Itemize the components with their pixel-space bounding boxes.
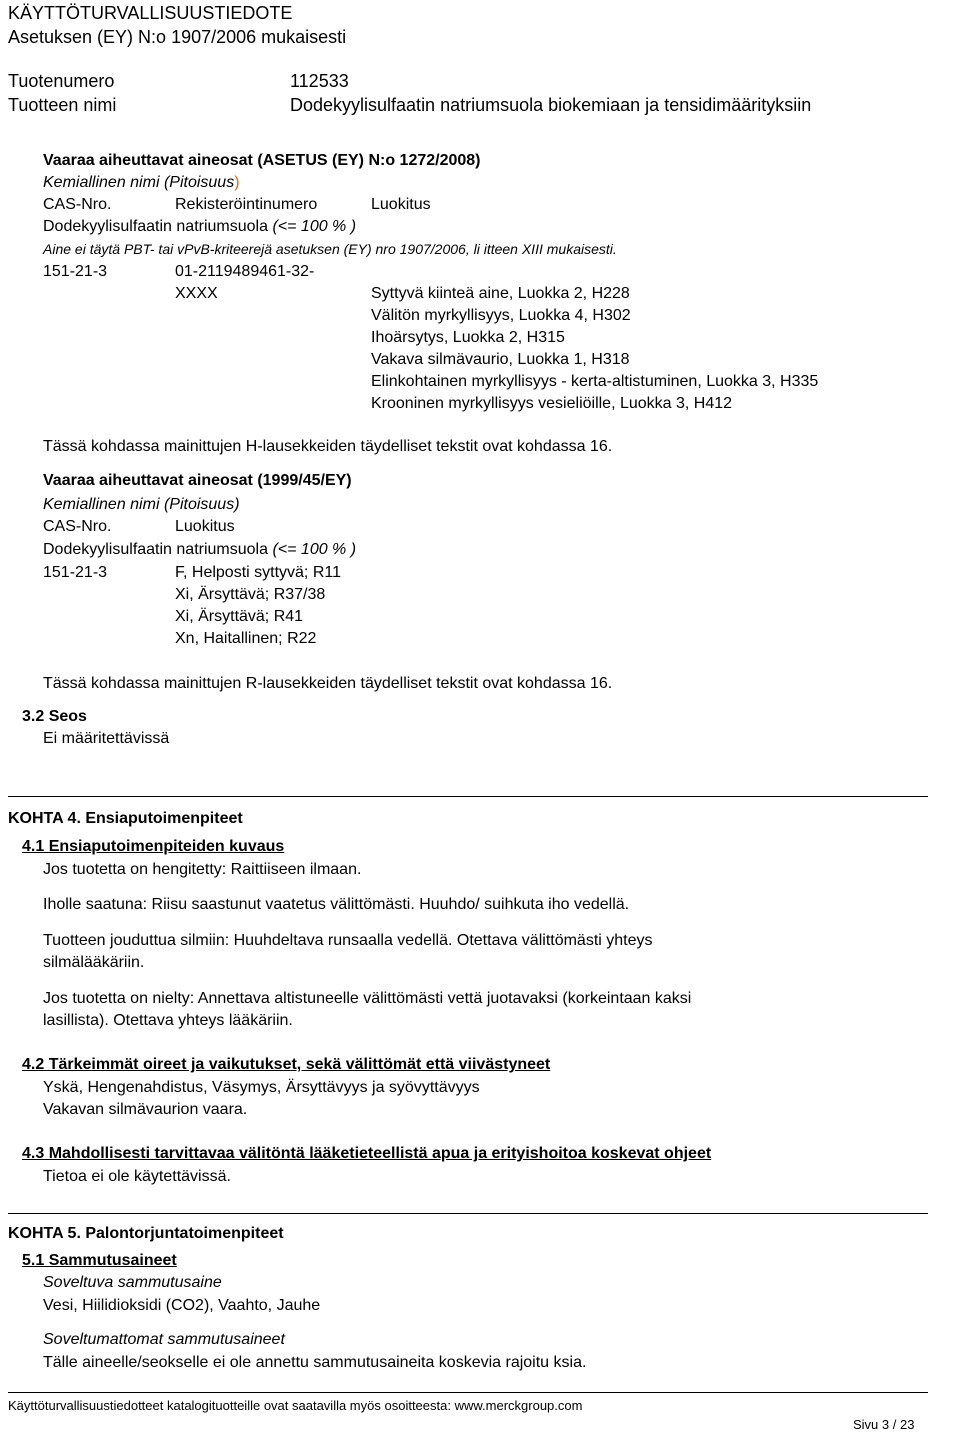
page-number: Sivu 3 / 23 (853, 1417, 915, 1432)
unsuitable-media-text: Tälle aineelle/seokselle ei ole annettu sammutusaineita koskevia rajoitu ksia. (43, 1354, 587, 1371)
document-subtitle: Asetuksen (EY) N:o 1907/2006 mukaisesti (8, 27, 347, 47)
clp-chem-label (43, 174, 240, 192)
dsd-substance-conc: (<= 100 % ) (272, 541, 357, 558)
suitable-media-label: Soveltuva sammutusaine (43, 1274, 222, 1291)
product-name: Dodekyylisulfaatin natriumsuola biokemiaan ja tensidimäärityksiin (290, 95, 812, 115)
clp-reg-number-line1: 01-2119489461-32- (175, 263, 315, 280)
dsd-heading: Vaaraa aiheuttavat aineosat (1999/45/EY) (43, 472, 352, 489)
clp-col-cas: CAS-Nro. (43, 196, 112, 213)
first-aid-line: Jos tuotetta on nielty: Annettava altistuneelle välittömästi vettä juotavaksi (korkeintaan kaksi (43, 990, 692, 1007)
clp-class-item: Ihoärsytys, Luokka 2, H315 (371, 329, 565, 346)
footer-divider (8, 1392, 928, 1393)
first-aid-line: silmälääkäriin. (43, 954, 145, 971)
product-number: 112533 (290, 71, 349, 91)
clp-heading: Vaaraa aiheuttavat aineosat (ASETUS (EY) N:o 1272/2008) (43, 152, 481, 169)
dsd-class-item: F, Helposti syttyvä; R11 (175, 564, 341, 581)
first-aid-line: lasillista). Otettava yhteys lääkäriin. (43, 1012, 293, 1029)
mixture-heading: 3.2 Seos (22, 708, 87, 725)
clp-substance-name: Dodekyylisulfaatin natriumsuola (43, 218, 268, 235)
dsd-cas: 151-21-3 (43, 564, 108, 581)
document-title: KÄYTTÖTURVALLISUUSTIEDOTE (8, 3, 293, 23)
dsd-class-item: Xi, Ärsyttävä; R37/38 (175, 586, 326, 603)
dsd-substance (43, 541, 356, 559)
clp-substance-conc: (<= 100 % ) (272, 218, 357, 235)
dsd-chem-label: Kemiallinen nimi (Pitoisuus) (43, 496, 240, 513)
dsd-substance-name: Dodekyylisulfaatin natriumsuola (43, 541, 268, 558)
unsuitable-media-label: Soveltumattomat sammutusaineet (43, 1331, 285, 1348)
section43-heading: 4.3 Mahdollisesti tarvittavaa välitöntä lääketieteellistä apua ja erityishoitoa koskevat ohjeet (22, 1145, 712, 1162)
product-name-label: Tuotteen nimi (8, 95, 117, 115)
section-divider (8, 796, 928, 797)
clp-cas: 151-21-3 (43, 263, 108, 280)
clp-substance (43, 218, 356, 236)
mixture-text: Ei määritettävissä (43, 730, 170, 747)
dsd-col-cas: CAS-Nro. (43, 518, 112, 535)
first-aid-line: Iholle saatuna: Riisu saastunut vaatetus välittömästi. Huuhdo/ suihkuta iho vedellä. (43, 896, 630, 913)
dsd-class-item: Xi, Ärsyttävä; R41 (175, 608, 304, 625)
dsd-class-item: Xn, Haitallinen; R22 (175, 630, 317, 647)
section-divider (8, 1213, 928, 1214)
footer-note: Käyttöturvallisuustiedotteet katalogituotteille ovat saatavilla myös osoitteesta: www.merckgroup.com (8, 1398, 583, 1413)
clp-pbt-note: Aine ei täytä PBT- tai vPvB-kriteerejä asetuksen (EY) nro 1907/2006, li itteen XIII mukaisesti. (43, 241, 617, 257)
first-aid-line: Jos tuotetta on hengitetty: Raittiiseen ilmaan. (43, 861, 362, 878)
section4-title: KOHTA 4. Ensiaputoimenpiteet (8, 810, 243, 827)
first-aid-line: Tuotteen jouduttua silmiin: Huuhdeltava runsaalla vedellä. Otettava välittömästi yhteys (43, 932, 653, 949)
clp-class-item: Syttyvä kiinteä aine, Luokka 2, H228 (371, 285, 630, 302)
clp-class-item: Krooninen myrkyllisyys vesieliöille, Luokka 3, H412 (371, 395, 733, 412)
product-number-label: Tuotenumero (8, 71, 115, 91)
section5-title: KOHTA 5. Palontorjuntatoimenpiteet (8, 1225, 284, 1242)
clp-note: Tässä kohdassa mainittujen H-lausekkeiden täydelliset tekstit ovat kohdassa 16. (43, 438, 613, 455)
clp-class-item: Elinkohtainen myrkyllisyys - kerta-altistuminen, Luokka 3, H335 (371, 373, 819, 390)
dsd-note: Tässä kohdassa mainittujen R-lausekkeiden täydelliset tekstit ovat kohdassa 16. (43, 675, 613, 692)
symptoms-line: Yskä, Hengenahdistus, Väsymys, Ärsyttävyys ja syövyttävyys (43, 1079, 480, 1096)
clp-reg-number-line2: XXXX (175, 285, 218, 302)
clp-chem-label-text: Kemiallinen nimi (Pitoisuus (43, 174, 235, 191)
clp-class-item: Välitön myrkyllisyys, Luokka 4, H302 (371, 307, 631, 324)
section43-text: Tietoa ei ole käytettävissä. (43, 1168, 231, 1185)
dsd-col-class: Luokitus (175, 518, 235, 535)
clp-col-class: Luokitus (371, 196, 431, 213)
section51-heading: 5.1 Sammutusaineet (22, 1252, 177, 1269)
section42-heading: 4.2 Tärkeimmät oireet ja vaikutukset, sekä välittömät että viivästyneet (22, 1056, 551, 1073)
clp-col-reg: Rekisteröintinumero (175, 196, 318, 213)
section41-heading: 4.1 Ensiaputoimenpiteiden kuvaus (22, 838, 285, 855)
clp-class-item: Vakava silmävaurio, Luokka 1, H318 (371, 351, 630, 368)
symptoms-line: Vakavan silmävaurion vaara. (43, 1101, 248, 1118)
suitable-media-text: Vesi, Hiilidioksidi (CO2), Vaahto, Jauhe (43, 1297, 321, 1314)
clp-chem-label-paren: ) (234, 174, 240, 191)
